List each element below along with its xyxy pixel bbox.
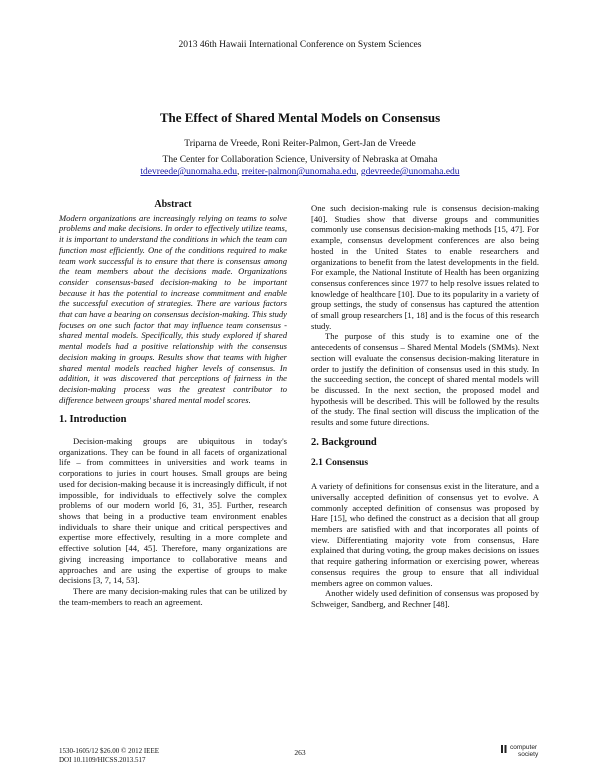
left-column: [59, 200, 287, 607]
conference-header: 2013 46th Hawaii International Conference on System Sciences: [178, 40, 422, 50]
consensus-subheading: 2.1 Consensus: [311, 458, 369, 469]
consensus-paragraph-2: Another widely used definition of consensus was proposed by Schweiger, Sandberg, and Rechner [48].: [311, 588, 539, 609]
intro-continued-paragraph: One such decision-making rule is consensus decision-making [40]. Studies show that diverse groups and communities commonly use consensus decision-making methods [15, 47]. For example, consensus development conferences are also being hosted in the United States to enable researchers and organizations to benefit from the latest developments in the field. For example, the National Institute of Health has been organizing consensus conferences since 1977 to help resolve issues related to knowledge of healthcare [10]. Due to its popularity in a variety of group settings, the study of consensus has captured the attention of small group researchers [1, 18] and is the focus of this research study.: [311, 203, 539, 331]
publisher-logo-line-2: society: [518, 751, 539, 758]
purpose-paragraph: The purpose of this study is to examine one of the antecedents of consensus – Shared Mental Models (SMMs). Next section will evaluate the consensus decision-making literature in order to justify the definition of consensus used in this study. In the succeeding section, the concept of shared mental models will be discussed. In the next section, the proposed model and hypothesis will be described. This will be followed by the results of the study. The final section will discuss the implication of the results and some future directions.: [311, 331, 539, 428]
paper-authors: Triparna de Vreede, Roni Reiter-Palmon, Gert-Jan de Vreede: [184, 139, 416, 149]
abstract-heading: Abstract: [154, 199, 192, 210]
footer-issn-line: 1530-1605/12 $26.00 © 2012 IEEE: [59, 747, 160, 755]
email-link-3[interactable]: gdevreede@unomaha.edu: [360, 167, 460, 177]
consensus-paragraph-1: A variety of definitions for consensus exist in the literature, and a universally accepted definition of consensus yet to evolve. A commonly accepted definition of consensus was proposed by Hare [15], who defined the construct as a decision that all group members are satisfied with and that incorporates all points of view. Differentiating majority vote from consensus, Hare explained that during voting, the group makes decisions on issues that require gathering information or exercising power, whereas consensus requires the group to ensure that all individual members agree on common values.: [311, 481, 539, 588]
right-column: [311, 203, 539, 610]
paper-title: The Effect of Shared Mental Models on Consensus: [159, 110, 441, 125]
publisher-logo: [500, 744, 548, 766]
email-link-2[interactable]: rreiter-palmon@unomaha.edu: [241, 167, 357, 177]
email-link-1[interactable]: tdevreede@unomaha.edu: [140, 167, 238, 177]
abstract-text: Modern organizations are increasingly relying on teams to solve problems and make decisions. In order to effectively utilize teams, it is important to understand the conditions in which the team can function most efficiently. One of the conditions required to make team work successful is to ensure that there is consensus among the team members about the decisions made. Organizations consider consensus-based decision-making to be important because it has the potential to increase commitment and enable the successful execution of strategies. There are various factors that can have a bearing on consensus decision-making. This study focuses on one such factor that may influence team consensus - shared mental models. Specifically, this study explored if shared mental models had a positive relationship with the consensus decision making in groups. Results show that teams with higher shared mental models reached higher levels of consensus. In addition, it was discovered that perceptions of fairness in the decision-making process was the greatest contributor to difference between groups' shared mental model scores.: [59, 212, 287, 405]
publisher-logo-line-1: computer: [510, 744, 538, 751]
email-separator-1: ,: [237, 167, 242, 177]
introduction-heading: 1. Introduction: [59, 414, 127, 426]
footer-doi-line: DOI 10.1109/HICSS.2013.517: [59, 756, 146, 764]
email-separator-2: ,: [356, 167, 361, 177]
publisher-logo-icon: [500, 744, 510, 754]
paper-affiliation: The Center for Collaboration Science, University of Nebraska at Omaha: [162, 155, 438, 165]
intro-paragraph-2: There are many decision-making rules that can be utilized by the team-members to reach an agreement.: [59, 585, 287, 607]
background-heading: 2. Background: [311, 436, 377, 448]
author-emails: [0, 167, 600, 177]
publisher-logo-text: [510, 744, 538, 758]
page-number: 263: [294, 748, 306, 757]
intro-paragraph-1: Decision-making groups are ubiquitous in today's organizations. They can be found in all facets of organizational life – from committees in universities and work teams in corporations to juries in court houses. Small groups are being used for decision-making because it is increasingly difficult, if not impossible, for individuals to effectively solve the complex problems of our modern world [6, 31, 35]. Further, research shows that being in a productive team environment enables individuals to share their unique and critical perspectives and expertise more effectively, resulting in a more complete and effective solution [44, 45]. Therefore, many organizations are giving increasing importance to collaborative means and approaches and are using the expertise of groups to make decisions [3, 7, 14, 53].: [59, 436, 287, 586]
